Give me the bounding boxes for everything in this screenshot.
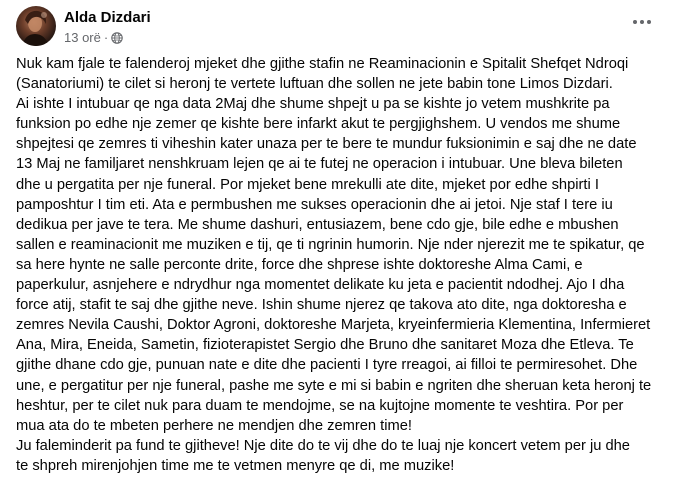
more-horizontal-icon xyxy=(632,19,652,25)
post-body xyxy=(16,54,660,476)
post-timestamp[interactable]: 13 orë xyxy=(64,30,101,45)
meta-separator: · xyxy=(103,30,109,45)
post-header xyxy=(16,6,658,46)
avatar-photo-icon xyxy=(16,6,56,46)
more-options-button[interactable] xyxy=(626,10,658,34)
post-paragraph-2: Ju faleminderit pa fund te gjitheve! Nje dite do te vij dhe do te luaj nje koncert vetem per ju dhe te shpreh mirenjohjen time me te vetmen menyre qe di, me muzike! xyxy=(16,437,630,474)
globe-icon xyxy=(111,32,123,44)
author-avatar[interactable] xyxy=(16,6,56,46)
post-meta xyxy=(64,30,123,45)
author-name[interactable]: Alda Dizdari xyxy=(64,9,151,26)
post-paragraph-1: Nuk kam fjale te falenderoj mjeket dhe gjithe stafin ne Reaminacionin e Spitalit Shefqet Ndroqi (Sanatoriumi) te cilet si heronj te vertete luftuan dhe sollen ne jete babin tone Limos Dizdari. Ai ishte I intubuar qe nga data 2Maj dhe shume shpejt u pa se kishte jo vetem mushkrite pa funksion po edhe nje zemer qe kishte bere infarkt akut te pergjighshem. U vendos me shume shpejtesi qe zemres ti viheshin kater unaza per te bere te mundur fuksionimin e saj dhe ne date 13 Maj ne familjaret nenshkruam lejen qe ai te futej ne operacion i intubuar. Une bleva bileten dhe u pergatita per nje funeral. Por mjeket bene mrekulli ate dite, mjeket por edhe shpirti I pamposhtur I tim eti. Ata e permbushen me sukses operacionin dhe ai jetoi. Nje staf I tere iu dedikua per jave te tera. Me shume dashuri, entusiazem, bene cdo gje, bile edhe e mbushen sallen e reaminacionit me muziken e tij, qe ti ngrinin humorin. Nje nder njerezit me te spikatur, qe sa here hynte ne salle perconte drite, force dhe shprese ishte doktoreshe Alma Cami, e paperkulur, asnjehere e ndrydhur nga momentet delikate ku jeta e pacientit ndodhej. Ajo I dha force atij, stafit te saj dhe gjithe neve. Ishin shume njerez qe takova ato dite, nga doktoresha e zemres Nevila Caushi, Doktor Agroni, doktoreshe Marjeta, kryeinfermieria Klementina, Infermieret Ana, Mira, Eneida, Sametin, fizioterapistet Sergio dhe Bruno dhe sanitaret Moza dhe Etleva. Te gjithe dhane cdo gje, punuan nate e dite dhe pacienti I tyre rreagoi, ai filloi te permiresohet. Dhe une, e pergatitur per nje funeral, pashe me syte e mi si babin e ngriten dhe sheruan keta heronj te heshtur, per te cilet nuk para duam te mendojme, se na kujtojne momente te veshtira. Por per mua ata do te mbeten perhere ne mendjen dhe zemren time! xyxy=(16,56,652,434)
